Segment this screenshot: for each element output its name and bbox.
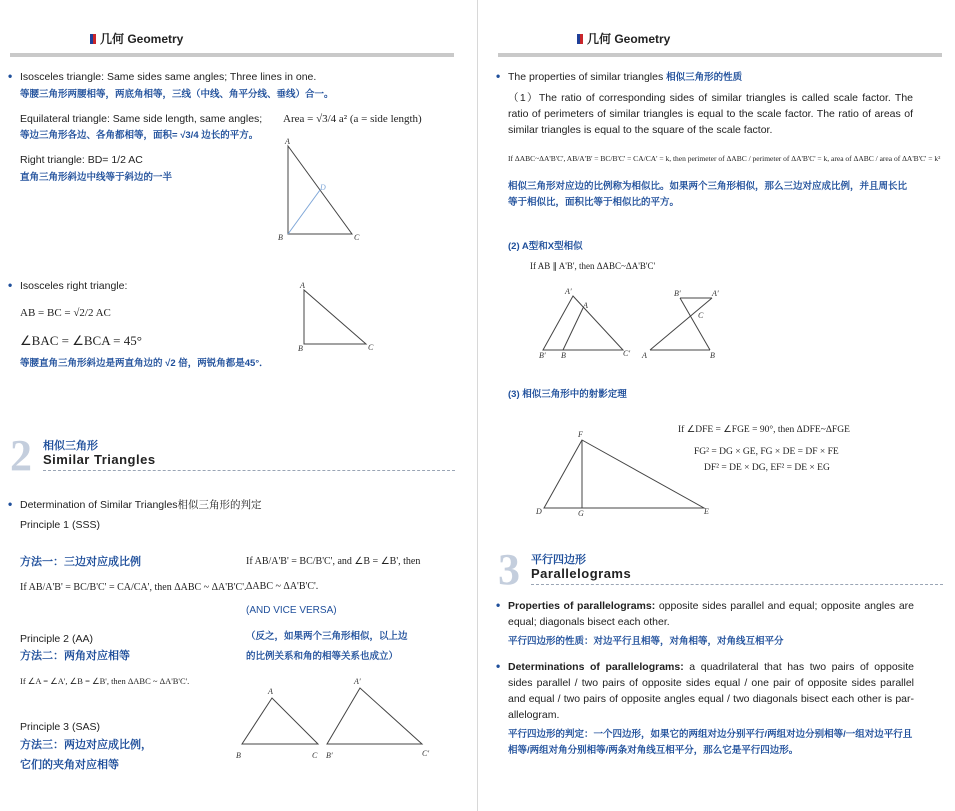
bullet-icon: • (8, 278, 13, 292)
figX-label-b-prime: B′ (674, 289, 681, 298)
projection-figure (536, 432, 716, 522)
figP-label-d: D (536, 507, 542, 516)
sas-formula: If AB/A'B' = BC/B'C', and ∠B = ∠B', then (246, 556, 421, 567)
triangle-abc-prime (327, 688, 422, 744)
left-header-rule (10, 53, 454, 57)
right-header (577, 30, 670, 47)
x-type-diag-1 (680, 298, 710, 350)
a-type-inner (563, 308, 583, 350)
scale-factor-paragraph: （1）The ratio of corresponding sides of similar triangles is called scale factor. The ratio of perimeters of similar triangles is equal to the scale factor. The ratio of areas of similar triangles is equal to the square of the scale factor. (508, 92, 913, 136)
right-triangle-figure (278, 137, 360, 242)
fig1-label-b: B (278, 233, 283, 242)
fig3-label-a-prime: A′ (354, 677, 361, 686)
fig3-label-c: C (312, 751, 318, 760)
right-triangle-cn: 直角三角形斜边中线等于斜边的一半 (20, 172, 173, 183)
fig3-label-c-prime: C′ (422, 749, 430, 758)
right-page (478, 0, 955, 811)
projection-triangle (544, 440, 704, 508)
section-2-title-cn: 相似三角形 (43, 440, 98, 452)
a-type-figure (533, 287, 631, 363)
left-header-title: 几何 Geometry (100, 32, 184, 46)
figA-label-b-prime: B′ (539, 351, 546, 360)
isosceles-cn: 等腰三角形两腰相等，两底角相等，三线（中线、角平分线、垂线）合一。 (20, 89, 334, 100)
figA-label-a-prime: A′ (565, 287, 572, 296)
fig3-label-a: A (268, 687, 273, 696)
a-x-similarity-title: (2) A型和X型相似 (508, 241, 583, 252)
parallelogram-properties-text: opposite sides parallel and equal; opposite angles are equal; diagonals bisect each other. (508, 600, 914, 628)
bullet-icon: • (496, 69, 501, 83)
figA-label-b: B (561, 351, 566, 360)
isosceles-en: Isosceles triangle: Same sides same angles; Three lines in one. (20, 71, 317, 83)
method-3-cn-1: 方法三：两边对应成比例， (20, 739, 152, 751)
principle-2: Principle 2 (AA) (20, 633, 93, 645)
bullet-icon: • (496, 659, 501, 673)
iso-right-formula-1: AB = BC = √2/2 AC (20, 307, 111, 319)
right-triangle-en: Right triangle: BD= 1/2 AC (20, 154, 143, 166)
section-3-number: 3 (498, 545, 520, 594)
fig3-label-b: B (236, 751, 241, 760)
method-1-formula: If AB/A'B' = BC/B'C' = CA/CA', then ΔABC ~ ΔA'B'C'. (20, 582, 247, 593)
method-1-cn: 方法一：三边对应成比例 (20, 556, 141, 568)
fig1-label-c: C (354, 233, 360, 242)
fig2-label-b: B (298, 344, 303, 353)
scale-factor-formula: If ΔABC~ΔA'B'C', AB/A'B' = BC/B'C' = CA/CA' = k, then perimeter of ΔABC / perimeter of ΔA'B'C' = k, area of ΔABC / area of ΔA'B'C' = k² (508, 154, 941, 163)
similar-triangles-figure (232, 677, 442, 765)
figP-label-f: F (578, 430, 583, 439)
figP-label-e: E (704, 507, 709, 516)
fig1-label-a: A (285, 137, 290, 146)
figX-label-a: A (642, 351, 647, 360)
projection-formula-1: If ∠DFE = ∠FGE = 90°, then ΔDFE~ΔFGE (678, 425, 850, 435)
fig1-label-d: D (320, 183, 326, 192)
sas-formula-result: ΔABC ~ ΔA'B'C'. (246, 581, 319, 592)
section-3-title-en: Parallelograms (531, 566, 632, 581)
bullet-icon: • (496, 598, 501, 612)
triangle-abc (242, 698, 318, 744)
parallelogram-properties-label: Properties of parallelograms: (508, 600, 656, 612)
parallelogram-determinations-text: a quadrilateral that has two pairs of opposite sides parallel / two pairs of opposite sides equal / one pair of opposite sides parallel and equal / two pairs of opposite angles equal / two diagonals bisect each other is par-allelogram. (508, 661, 915, 721)
flag-icon (577, 34, 583, 44)
bullet-icon: • (8, 497, 13, 511)
iso-right-en: Isosceles right triangle: (20, 280, 128, 292)
properties-title-en: The properties of similar triangles (508, 71, 664, 83)
figX-label-b: B (710, 351, 715, 360)
figX-label-c: C (698, 311, 704, 320)
section-2-title-en: Similar Triangles (43, 452, 156, 467)
projection-title: (3) 相似三角形中的射影定理 (508, 389, 627, 400)
parallelogram-properties-cn: 平行四边形的性质：对边平行且相等，对角相等，对角线互相平分 (508, 636, 784, 647)
left-header (90, 30, 183, 47)
method-2-cn: 方法二：两角对应相等 (20, 650, 130, 662)
scale-factor-cn: 相似三角形对应边的比例称为相似比。如果两个三角形相似，那么三边对应成比例，并且周长比等于相似比，面积比等于相似比的平方。 (508, 181, 908, 208)
projection-formula-3: DF² = DE × DG, EF² = DE × EG (704, 463, 830, 473)
principle-3: Principle 3 (SAS) (20, 721, 100, 733)
properties-title (508, 70, 742, 85)
iso-right-cn: 等腰直角三角形斜边是两直角边的 √2 倍，两锐角都是45°． (20, 358, 269, 369)
fig2-label-a: A (300, 281, 305, 290)
fig2-label-c: C (368, 343, 374, 352)
equilateral-cn: 等边三角形各边、各角都相等，面积= √3/4 边长的平方。 (20, 130, 259, 141)
determination-title: Determination of Similar Triangles相似三角形的判定 (20, 499, 262, 511)
method-3-cn-2: 它们的夹角对应相等 (20, 759, 119, 771)
iso-right-formula-2: ∠BAC = ∠BCA = 45° (20, 333, 142, 348)
figP-label-g: G (578, 509, 584, 518)
left-page (0, 0, 477, 811)
method-2-formula: If ∠A = ∠A', ∠B = ∠B', then ΔABC ~ ΔA'B'C'. (20, 676, 190, 686)
x-type-diag-2 (650, 298, 712, 350)
figA-label-a: A (583, 301, 588, 310)
equilateral-formula: Area = √3/4 a² (a = side length) (283, 113, 422, 125)
section-2-divider (43, 470, 455, 471)
and-vice-versa: (AND VICE VERSA) (246, 605, 337, 616)
fig3-label-b-prime: B′ (326, 751, 333, 760)
a-x-similarity-formula: If AB ∥ A'B', then ΔABC~ΔA'B'C' (530, 261, 656, 271)
section-3-divider (531, 584, 943, 585)
parallelogram-determinations (508, 659, 914, 723)
parallelogram-determinations-cn: 平行四边形的判定：一个四边形，如果它的两组对边分别平行/两组对边分别相等/一组对边平行且相等/两组对角分别相等/两条对角线互相平分，那么它是平行四边形。 (508, 729, 913, 756)
projection-formula-2: FG² = DG × GE, FG × DE = DF × FE (694, 447, 839, 457)
vice-versa-cn-2: 的比例关系和角的相等关系也成立） (246, 651, 399, 662)
figX-label-a-prime: A′ (712, 289, 719, 298)
section-2-number: 2 (10, 431, 32, 480)
right-header-rule (498, 53, 942, 57)
iso-right-shape (304, 290, 366, 344)
flag-icon (90, 34, 96, 44)
right-header-title: 几何 Geometry (587, 32, 671, 46)
iso-right-figure (298, 281, 380, 354)
median-line (288, 190, 320, 234)
vice-versa-cn-1: （反之，如果两个三角形相似，以上边 (246, 631, 408, 642)
section-3-title-cn: 平行四边形 (531, 554, 586, 566)
bullet-icon: • (8, 69, 13, 83)
parallelogram-properties (508, 598, 914, 630)
properties-title-cn: 相似三角形的性质 (666, 72, 743, 83)
figA-label-c-prime: C′ (623, 349, 631, 358)
x-type-figure (640, 288, 730, 363)
principle-1: Principle 1 (SSS) (20, 519, 100, 531)
parallelogram-determinations-label: Determinations of parallelograms: (508, 661, 684, 673)
equilateral-en: Equilateral triangle: Same side length, same angles; (20, 113, 263, 125)
